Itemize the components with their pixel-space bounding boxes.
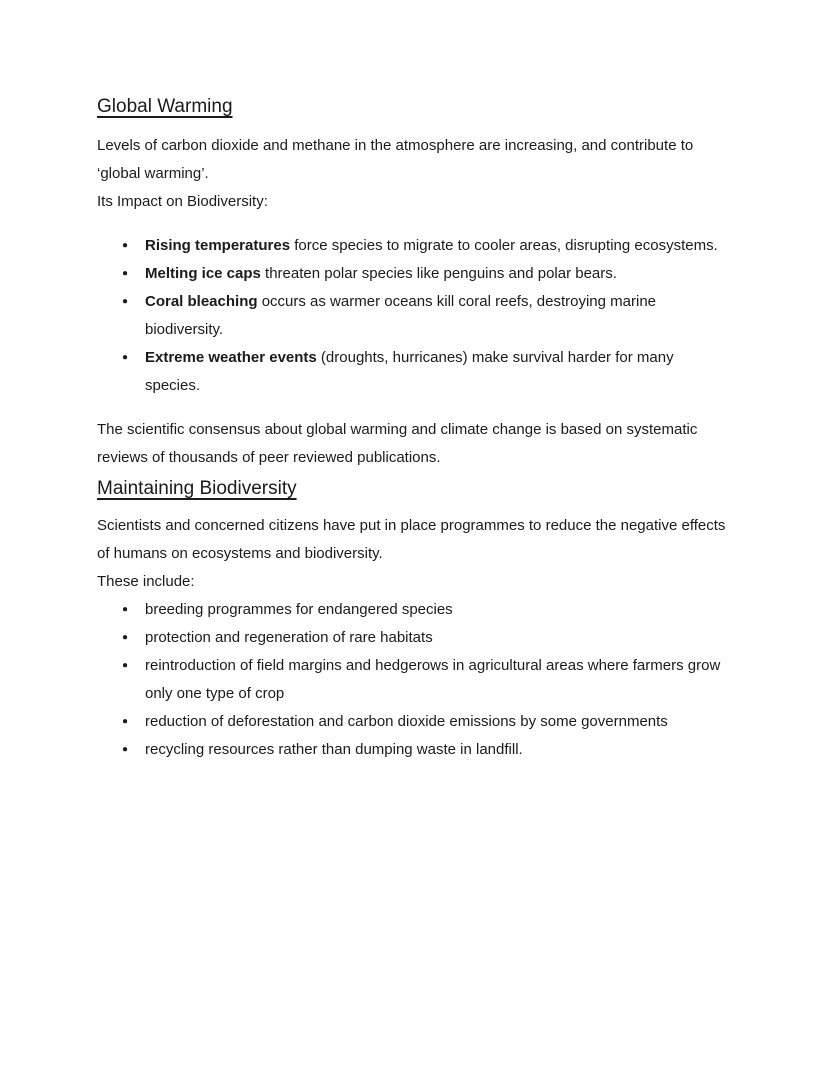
list-item-text: force species to migrate to cooler areas, disrupting ecosystems. (290, 237, 718, 254)
maintaining-bullet-list (97, 596, 731, 764)
list-item-bold-lead: Rising temperatures (145, 237, 291, 254)
list-item-text: (droughts, hurricanes) make survival harder for many species. (145, 349, 674, 394)
paragraph-maintaining-intro: Scientists and concerned citizens have put in place programmes to reduce the negative effects of humans on ecosystems and biodiversity. (97, 517, 726, 562)
section-global-warming (97, 92, 731, 472)
list-item-text: breeding programmes for endangered species (145, 601, 453, 618)
list-item-bold-lead: Melting ice caps (145, 265, 261, 282)
section-maintaining-biodiversity (97, 474, 731, 764)
list-item (97, 288, 731, 344)
list-item-text: reduction of deforestation and carbon dioxide emissions by some governments (145, 713, 668, 730)
impact-bullet-list (97, 232, 731, 400)
paragraph-scientific-consensus: The scientific consensus about global warming and climate change is based on systematic reviews of thousands of peer reviewed publications. (97, 421, 698, 466)
paragraph-these-include-label: These include: (97, 573, 195, 590)
list-item-text: reintroduction of field margins and hedgerows in agricultural areas where farmers grow only one type of crop (145, 657, 721, 702)
list-item (97, 624, 731, 652)
list-item (97, 596, 731, 624)
heading-global-warming: Global Warming (97, 96, 233, 117)
list-item (97, 736, 731, 764)
list-item-bold-lead: Extreme weather events (145, 349, 317, 366)
list-item-text: threaten polar species like penguins and polar bears. (260, 265, 617, 282)
list-item (97, 652, 731, 708)
list-item (97, 708, 731, 736)
list-item-bold-lead: Coral bleaching (145, 293, 258, 310)
paragraph-impact-label: Its Impact on Biodiversity: (97, 193, 268, 210)
list-item (97, 344, 731, 400)
list-item (97, 232, 731, 260)
list-item-text: occurs as warmer oceans kill coral reefs, destroying marine biodiversity. (145, 293, 657, 338)
list-item-text: protection and regeneration of rare habitats (145, 629, 433, 646)
paragraph-global-warming-intro: Levels of carbon dioxide and methane in the atmosphere are increasing, and contribute to ‘global warming’. (97, 137, 694, 182)
list-item (97, 260, 731, 288)
list-item-text: recycling resources rather than dumping waste in landfill. (145, 741, 523, 758)
heading-maintaining-biodiversity: Maintaining Biodiversity (97, 478, 297, 499)
